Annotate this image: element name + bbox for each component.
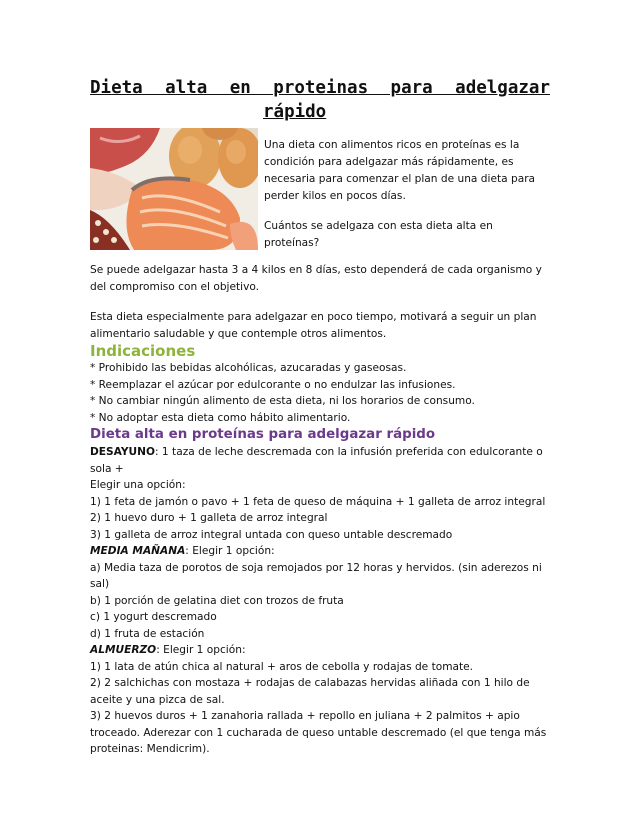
meal-line: 1) 1 lata de atún chica al natural + aros de cebolla y rodajas de tomate. <box>90 660 474 673</box>
section-heading-indicaciones: Indicaciones <box>90 342 196 360</box>
meal-label: MEDIA MAÑANA <box>90 545 186 557</box>
meal-text: : 1 taza de leche descremada con la infusión preferida con edulcorante o sola + <box>90 446 543 475</box>
protein-foods-image <box>90 128 258 250</box>
meal-line: 2) 1 huevo duro + 1 galleta de arroz integral <box>90 512 328 524</box>
meal-label: DESAYUNO <box>90 446 155 458</box>
intro-text <box>264 137 544 265</box>
intro-question: Cuántos se adelgaza con esta dieta alta en proteínas? <box>264 220 493 249</box>
meal-line: a) Media taza de porotos de soja remojados por 12 horas y hervidos. (sin aderezos ni sal) <box>90 561 542 590</box>
protein-foods-photo <box>90 128 258 250</box>
section-heading-menu: Dieta alta en proteínas para adelgazar rápido <box>90 427 436 442</box>
meal-text: : Elegir 1 opción: <box>185 545 275 557</box>
list-item: * No adoptar esta dieta como hábito alimentario. <box>90 411 351 424</box>
meal-line: 3) 2 huevos duros + 1 zanahoria rallada + repollo en juliana + 2 palmitos + apio troceado. Aderezar con 1 cucharada de queso untable descremado (el que tenga más proteinas: Mendicrim). <box>90 710 547 755</box>
meal-line: 2) 2 salchichas con mostaza + rodajas de calabazas hervidas aliñada con 1 hilo de aceite y una pizca de sal. <box>90 677 530 706</box>
paragraph: Se puede adelgazar hasta 3 a 4 kilos en 8 días, esto dependerá de cada organismo y del compromiso con el objetivo. <box>90 264 542 293</box>
meal-line: d) 1 fruta de estación <box>90 627 205 640</box>
list-item: * Reemplazar el azúcar por edulcorante o no endulzar las infusiones. <box>90 378 456 391</box>
article-body <box>90 262 552 758</box>
meal-almuerzo <box>90 642 552 659</box>
meal-line: 1) 1 feta de jamón o pavo + 1 feta de queso de máquina + 1 galleta de arroz integral <box>90 495 546 508</box>
meal-line: 3) 1 galleta de arroz integral untada con queso untable descremado <box>90 528 453 541</box>
title-line-2: rápido <box>263 102 327 122</box>
meal-line: Elegir una opción: <box>90 479 186 491</box>
meal-line: b) 1 porción de gelatina diet con trozos de fruta <box>90 594 344 607</box>
meal-desayuno <box>90 444 552 477</box>
title-line-1: Dieta alta en proteinas para adelgazar <box>90 78 550 98</box>
meal-label: ALMUERZO <box>90 644 157 656</box>
page-title <box>90 76 550 124</box>
meal-media-manana <box>90 543 552 560</box>
meal-line: c) 1 yogurt descremado <box>90 611 217 623</box>
list-item: * No cambiar ningún alimento de esta dieta, ni los horarios de consumo. <box>90 395 475 407</box>
list-item: * Prohibido las bebidas alcohólicas, azucaradas y gaseosas. <box>90 362 407 374</box>
paragraph: Esta dieta especialmente para adelgazar en poco tiempo, motivará a seguir un plan alimentario saludable y que contemple otros alimentos. <box>90 311 537 340</box>
intro-paragraph: Una dieta con alimentos ricos en proteínas es la condición para adelgazar más rápidamente, es necesaria para comenzar el plan de una dieta para perder kilos en pocos días. <box>264 139 536 202</box>
meal-text: : Elegir 1 opción: <box>156 644 246 656</box>
